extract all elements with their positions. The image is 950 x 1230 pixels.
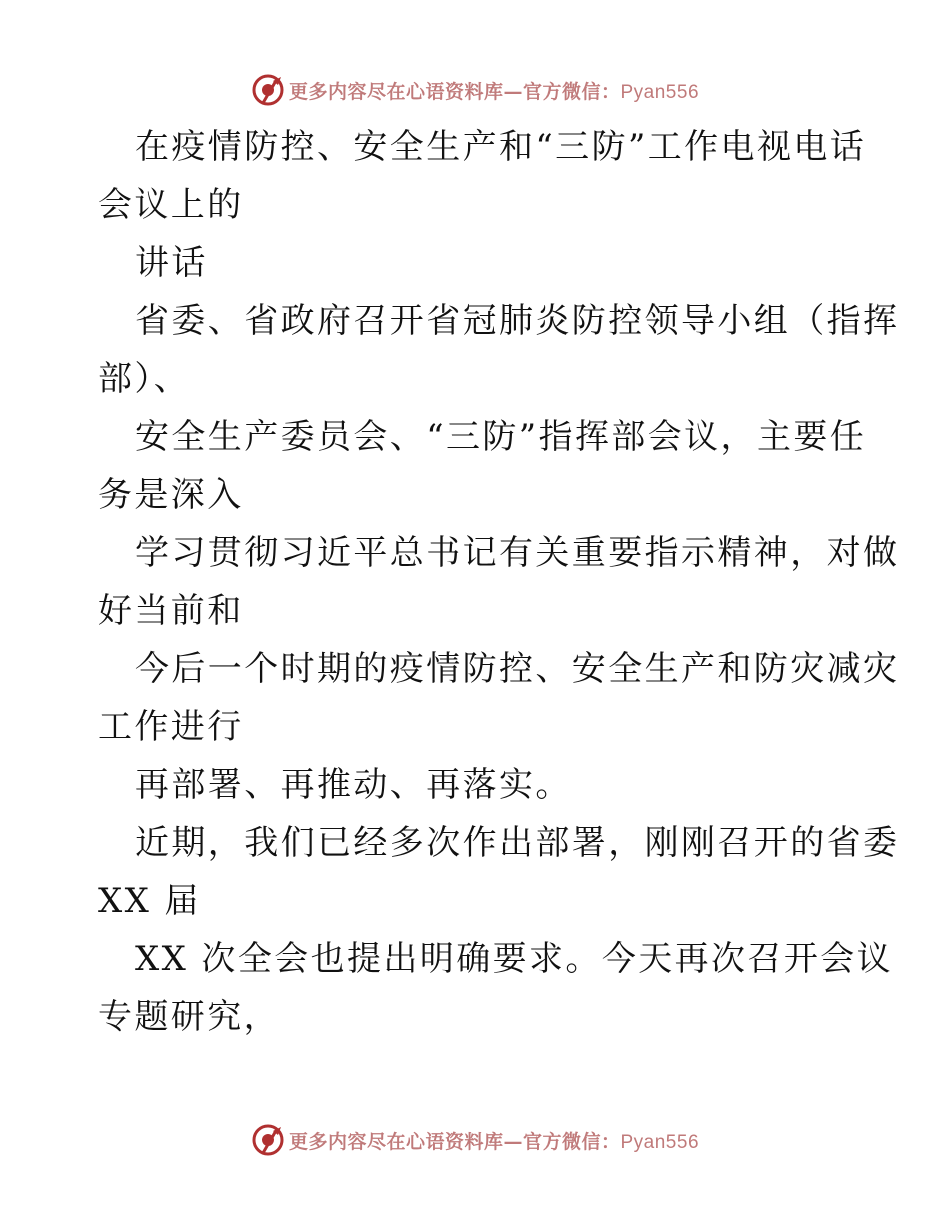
text-line: 再部署、再推动、再落实。 bbox=[135, 765, 572, 805]
text-line: 工作进行 bbox=[98, 707, 244, 747]
text-line: 部）、 bbox=[98, 359, 191, 399]
text-line: 今后一个时期的疫情防控、安全生产和防灾减灾 bbox=[135, 649, 900, 689]
brand-logo-icon bbox=[251, 73, 285, 107]
banner-text: 更多内容尽在心语资料库—官方微信：Pyan556 bbox=[288, 1130, 700, 1153]
text-line: 会议上的 bbox=[98, 185, 244, 225]
text-line: 专题研究， bbox=[98, 997, 280, 1037]
banner-text: 更多内容尽在心语资料库—官方微信：Pyan556 bbox=[288, 80, 700, 103]
header-banner bbox=[0, 70, 950, 110]
text-line: 在疫情防控、安全生产和“三防”工作电视电话 bbox=[135, 127, 867, 167]
document-body bbox=[98, 118, 900, 1046]
text-line: 安全生产委员会、“三防”指挥部会议，主要任 bbox=[135, 417, 867, 457]
text-line: XX 次全会也提出明确要求。今天再次召开会议 bbox=[135, 939, 894, 979]
text-line: 学习贯彻习近平总书记有关重要指示精神，对做 bbox=[135, 533, 900, 573]
wechat-id: Pyan556 bbox=[620, 81, 700, 103]
text-line: 近期，我们已经多次作出部署，刚刚召开的省委 bbox=[135, 823, 900, 863]
text-line: 讲话 bbox=[135, 243, 208, 283]
footer-banner bbox=[0, 1120, 950, 1160]
text-line: XX 届 bbox=[98, 881, 201, 921]
text-line: 好当前和 bbox=[98, 591, 244, 631]
text-line: 务是深入 bbox=[98, 475, 244, 515]
wechat-id: Pyan556 bbox=[620, 1131, 700, 1153]
brand-logo-icon bbox=[251, 1123, 285, 1157]
text-line: 省委、省政府召开省冠肺炎防控领导小组（指挥 bbox=[135, 301, 900, 341]
